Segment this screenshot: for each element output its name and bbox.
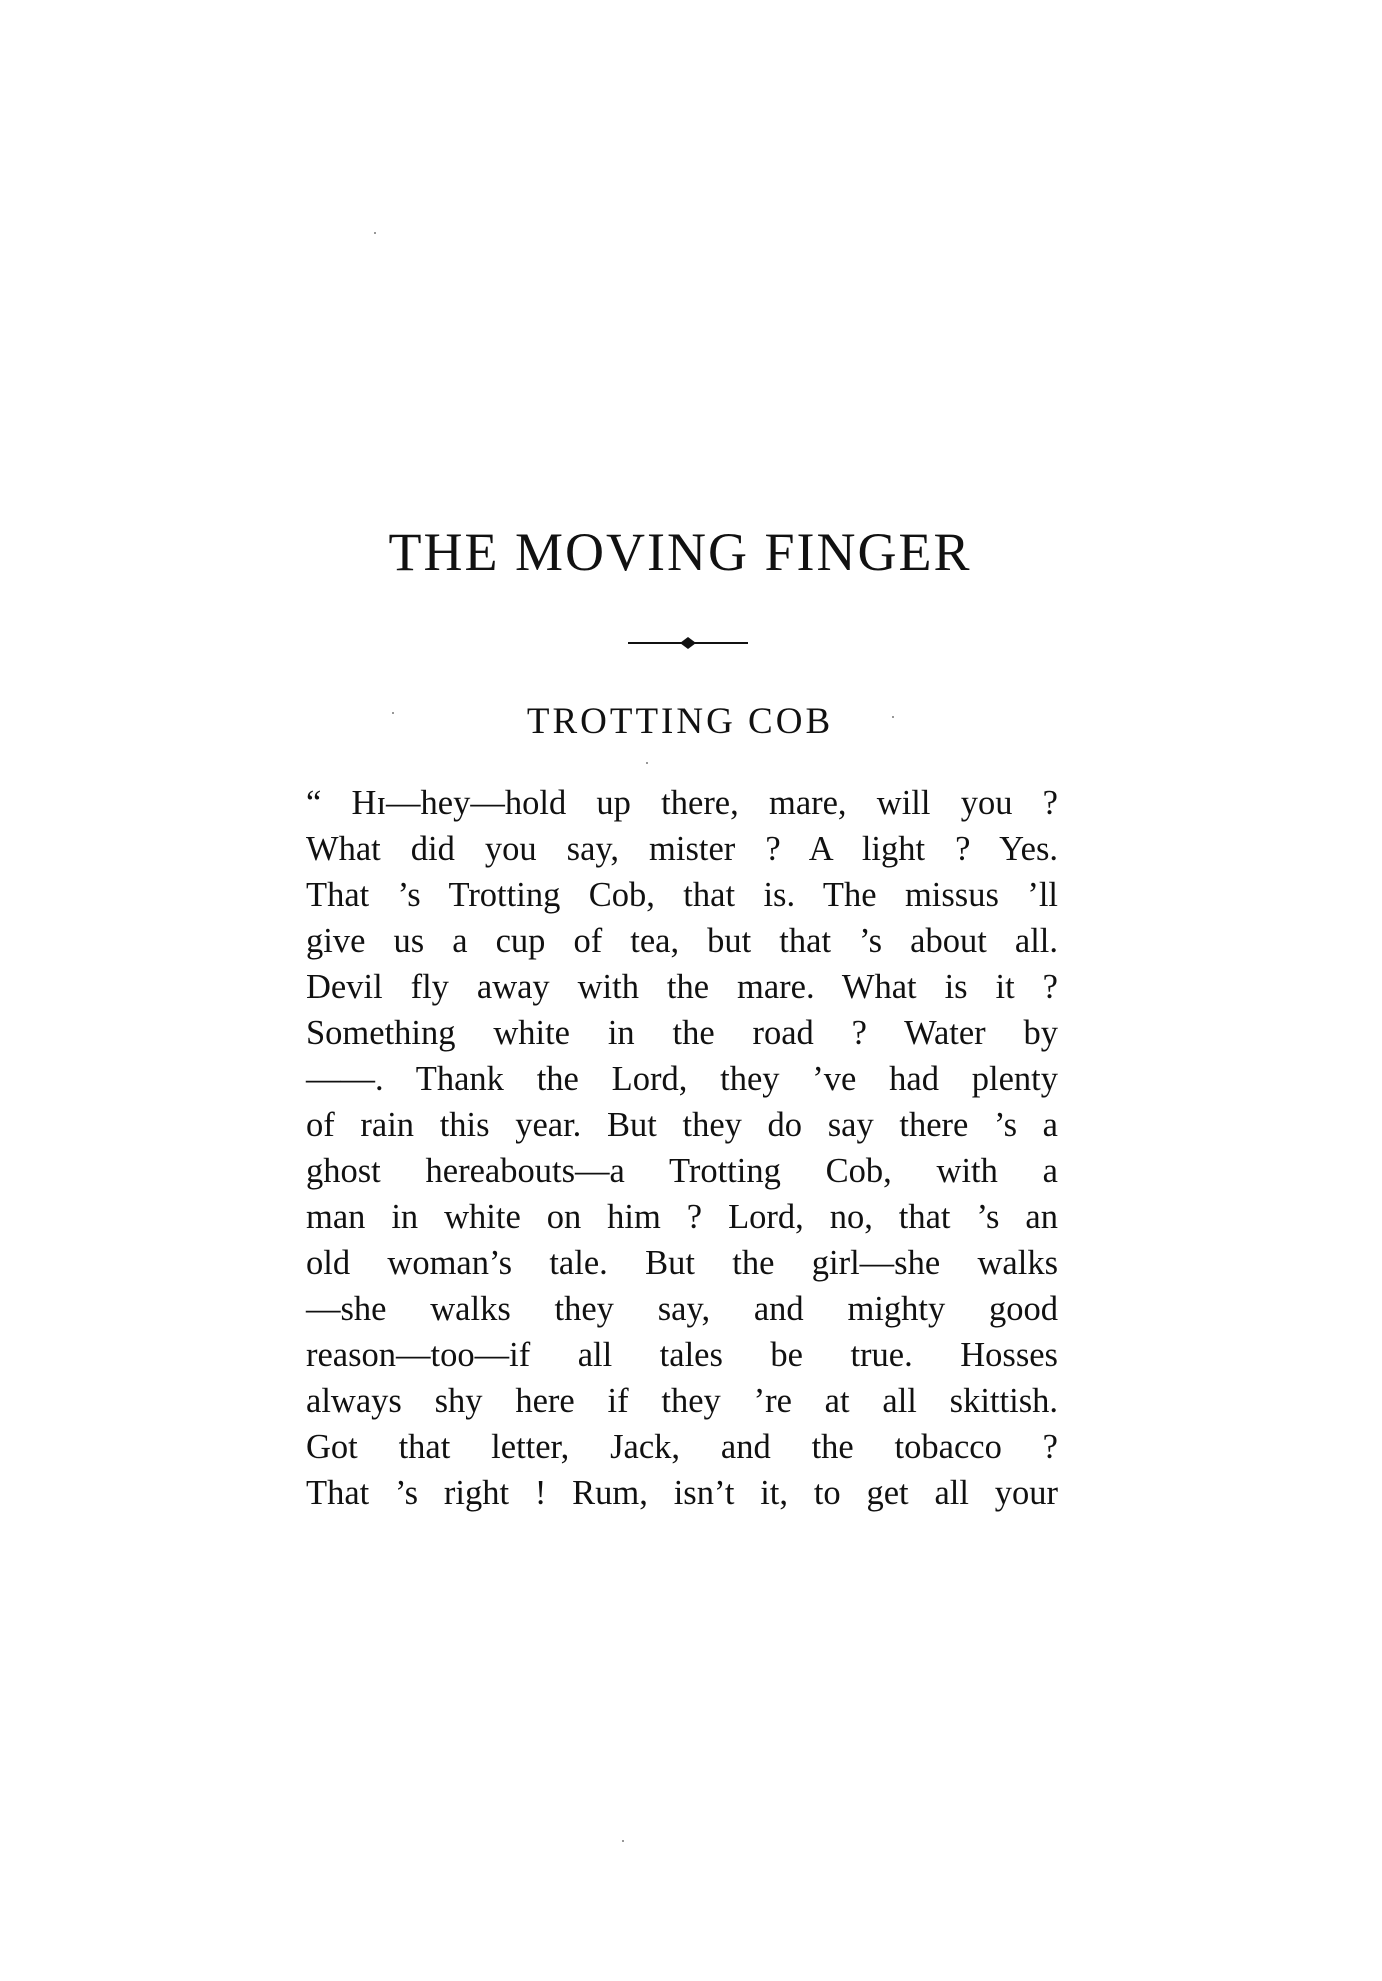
text-line: —she walks they say, and mighty good (306, 1290, 1058, 1328)
ornament-divider-icon (628, 633, 748, 653)
scan-speck (374, 232, 376, 234)
text-line: give us a cup of tea, but that ’s about all. (306, 922, 1058, 960)
text-line: of rain this year. But they do say there ’s a (306, 1106, 1058, 1144)
scan-speck (622, 1840, 624, 1842)
text-line: What did you say, mister ? A light ? Yes. (306, 830, 1058, 868)
text-line: Devil fly away with the mare. What is it ? (306, 968, 1058, 1006)
text-line: always shy here if they ’re at all skittish. (306, 1382, 1058, 1420)
text-line: Something white in the road ? Water by (306, 1014, 1058, 1052)
text-line: reason—too—if all tales be true. Hosses (306, 1336, 1058, 1374)
text-line: That ’s right ! Rum, isn’t it, to get all your (306, 1474, 1058, 1512)
text-line: old woman’s tale. But the girl—she walks (306, 1244, 1058, 1282)
book-title: THE MOVING FINGER (388, 522, 972, 582)
body-text (306, 780, 1058, 1516)
text-line: ghost hereabouts—a Trotting Cob, with a (306, 1152, 1058, 1190)
text-line: man in white on him ? Lord, no, that ’s an (306, 1198, 1058, 1236)
scan-speck (646, 762, 648, 764)
text-line: Got that letter, Jack, and the tobacco ? (306, 1428, 1058, 1466)
chapter-title: TROTTING COB (526, 701, 834, 742)
text-line: ——. Thank the Lord, they ’ve had plenty (306, 1060, 1058, 1098)
text-line: “ Hɪ—hey—hold up there, mare, will you ? (306, 784, 1058, 822)
text-line: That ’s Trotting Cob, that is. The missus ’ll (306, 876, 1058, 914)
